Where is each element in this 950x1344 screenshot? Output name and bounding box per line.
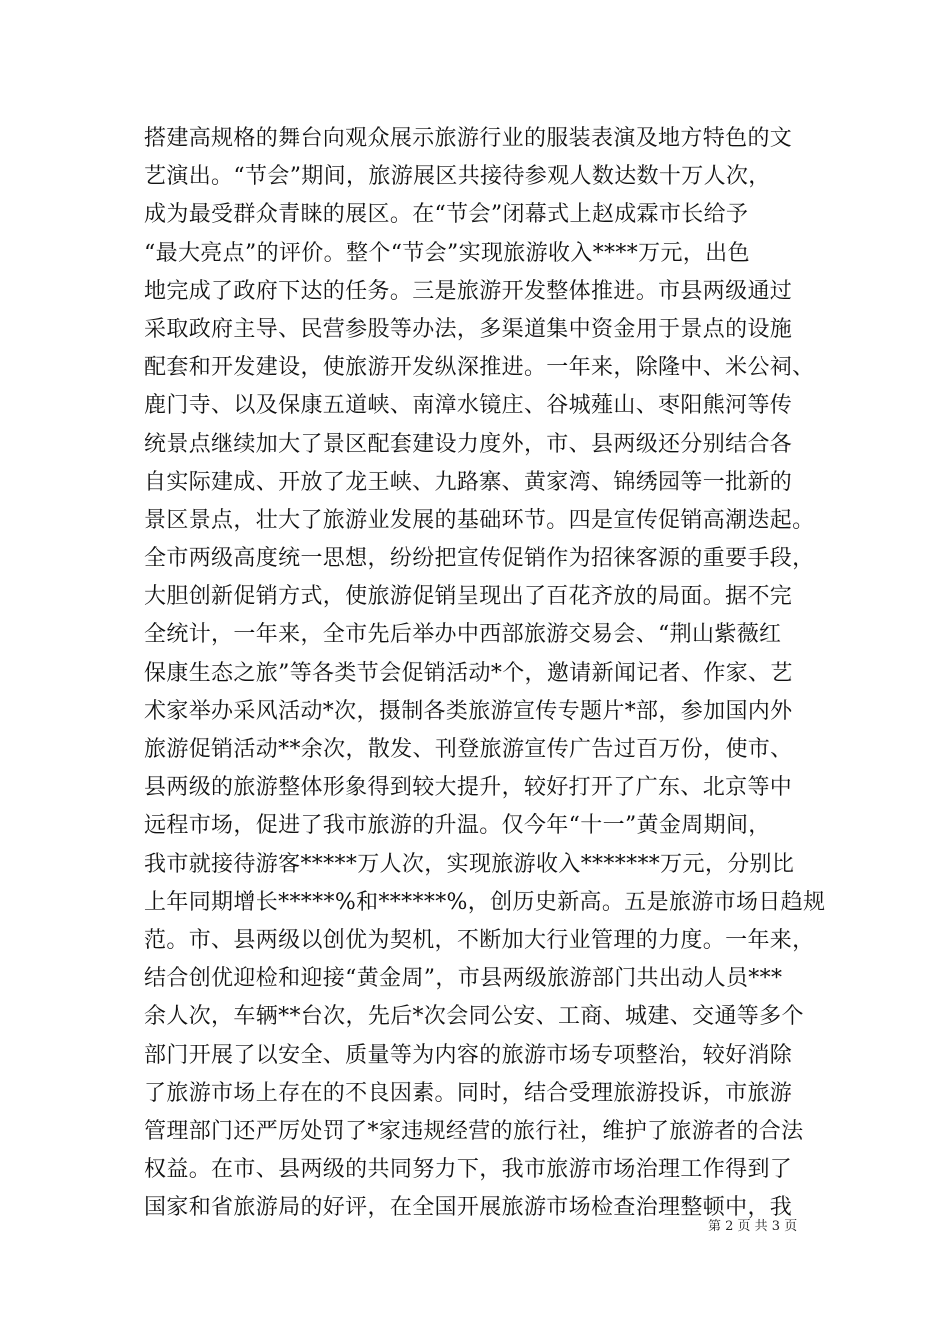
text-line: 了旅游市场上存在的不良因素。同时，结合受理旅游投诉，市旅游 <box>144 1080 793 1106</box>
text-line: 结合创优迎检和迎接“黄金周”，市县两级旅游部门共出动人员*** <box>144 966 783 992</box>
text-line: 自实际建成、开放了龙王峡、九路寨、黄家湾、锦绣园等一批新的 <box>144 469 793 495</box>
text-line: 上年同期增长*****%和******%，创历史新高。五是旅游市场日趋规 <box>144 889 826 915</box>
text-line: 权益。在市、县两级的共同努力下，我市旅游市场治理工作得到了 <box>144 1157 793 1183</box>
text-line: 县两级的旅游整体形象得到较大提升，较好打开了广东、北京等中 <box>144 775 793 801</box>
text-line: 远程市场，促进了我市旅游的升温。仅今年“十一”黄金周期间， <box>144 813 771 839</box>
text-line: 管理部门还严厉处罚了*家违规经营的旅行社，维护了旅游者的合法 <box>144 1118 804 1144</box>
text-line: 保康生态之旅”等各类节会促销活动*个，邀请新闻记者、作家、艺 <box>144 660 793 686</box>
text-line: 部门开展了以安全、质量等为内容的旅游市场专项整治，较好消除 <box>144 1042 793 1068</box>
text-line: 国家和省旅游局的好评，在全国开展旅游市场检查治理整顿中，我 <box>144 1195 793 1221</box>
text-line: 鹿门寺、以及保康五道峡、南漳水镜庄、谷城薤山、枣阳熊河等传 <box>144 393 793 419</box>
text-line: 术家举办采风活动*次，摄制各类旅游宣传专题片*部，参加国内外 <box>144 698 793 724</box>
text-line: 旅游促销活动**余次，散发、刊登旅游宣传广告过百万份，使市、 <box>144 737 793 762</box>
body-text <box>144 120 834 1227</box>
text-line: 景区景点，壮大了旅游业发展的基础环节。四是宣传促销高潮迭起。 <box>144 507 815 533</box>
text-line: “最大亮点”的评价。整个“节会”实现旅游收入****万元，出色 <box>144 240 750 266</box>
page-number: 第 2 页 共 3 页 <box>708 1219 798 1234</box>
text-line: 搭建高规格的舞台向观众展示旅游行业的服装表演及地方特色的文 <box>144 126 793 151</box>
text-line: 艺演出。“节会”期间，旅游展区共接待参观人数达数十万人次， <box>144 164 771 190</box>
text-line: 大胆创新促销方式，使旅游促销呈现出了百花齐放的局面。据不完 <box>144 584 793 610</box>
text-line: 地完成了政府下达的任务。三是旅游开发整体推进。市县两级通过 <box>144 278 793 304</box>
text-line: 成为最受群众青睐的展区。在“节会”闭幕式上赵成霖市长给予 <box>144 202 749 228</box>
text-line: 采取政府主导、民营参股等办法，多渠道集中资金用于景点的设施 <box>144 316 793 342</box>
text-line: 全统计，一年来，全市先后举办中西部旅游交易会、“荆山紫薇红 <box>144 622 782 648</box>
text-line: 我市就接待游客*****万人次，实现旅游收入*******万元，分别比 <box>144 851 795 877</box>
text-line: 范。市、县两级以创优为契机，不断加大行业管理的力度。一年来， <box>144 927 815 953</box>
text-line: 统景点继续加大了景区配套建设力度外，市、县两级还分别结合各 <box>144 431 793 457</box>
text-line: 全市两级高度统一思想，纷纷把宣传促销作为招徕客源的重要手段， <box>144 546 815 572</box>
text-line: 配套和开发建设，使旅游开发纵深推进。一年来，除隆中、米公祠、 <box>144 355 815 381</box>
text-line: 余人次，车辆**台次，先后*次会同公安、工商、城建、交通等多个 <box>144 1004 804 1030</box>
